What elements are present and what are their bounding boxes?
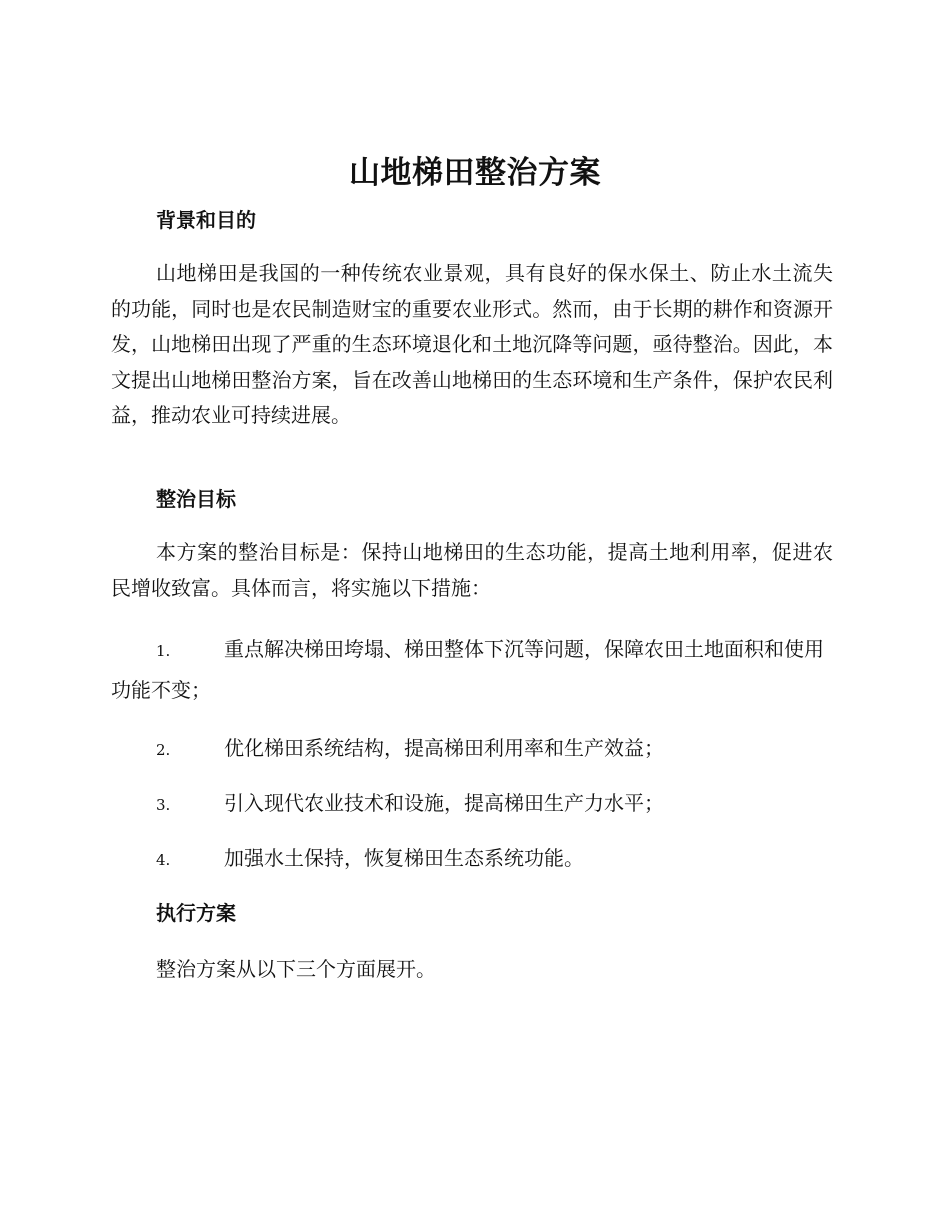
section-heading-goals: 整治目标 bbox=[156, 487, 236, 511]
section-heading-background: 背景和目的 bbox=[156, 208, 256, 232]
list-item bbox=[111, 630, 833, 710]
list-item-text: 重点解决梯田垮塌、梯田整体下沉等问题，保障农田土地面积和使用功能不变； bbox=[111, 637, 824, 702]
list-item-text: 引入现代农业技术和设施，提高梯田生产力水平； bbox=[224, 791, 664, 815]
list-item bbox=[111, 727, 833, 772]
list-item bbox=[111, 837, 833, 882]
list-item bbox=[111, 782, 833, 827]
section-paragraph-background: 山地梯田是我国的一种传统农业景观，具有良好的保水保土、防止水土流失的功能，同时也是农民制造财宝的重要农业形式。然而，由于长期的耕作和资源开发，山地梯田出现了严重的生态环境退化和土地沉降等问题，亟待整治。因此，本文提出山地梯田整治方案，旨在改善山地梯田的生态环境和生产条件，保护农民利益，推动农业可持续进展。 bbox=[111, 261, 833, 427]
list-item-number: 4. bbox=[156, 851, 171, 869]
list-item-number: 1. bbox=[156, 642, 171, 660]
list-item-text: 优化梯田系统结构，提高梯田利用率和生产效益； bbox=[224, 736, 664, 760]
list-item-text: 加强水土保持，恢复梯田生态系统功能。 bbox=[224, 846, 584, 870]
section-paragraph-execution: 整治方案从以下三个方面展开。 bbox=[156, 957, 436, 981]
section-heading-execution: 执行方案 bbox=[156, 901, 236, 925]
list-item-number: 3. bbox=[156, 796, 171, 814]
document-title: 山地梯田整治方案 bbox=[349, 155, 601, 191]
section-paragraph-goals: 本方案的整治目标是：保持山地梯田的生态功能，提高土地利用率，促进农民增收致富。具体而言，将实施以下措施： bbox=[111, 540, 833, 600]
list-item-number: 2. bbox=[156, 741, 171, 759]
